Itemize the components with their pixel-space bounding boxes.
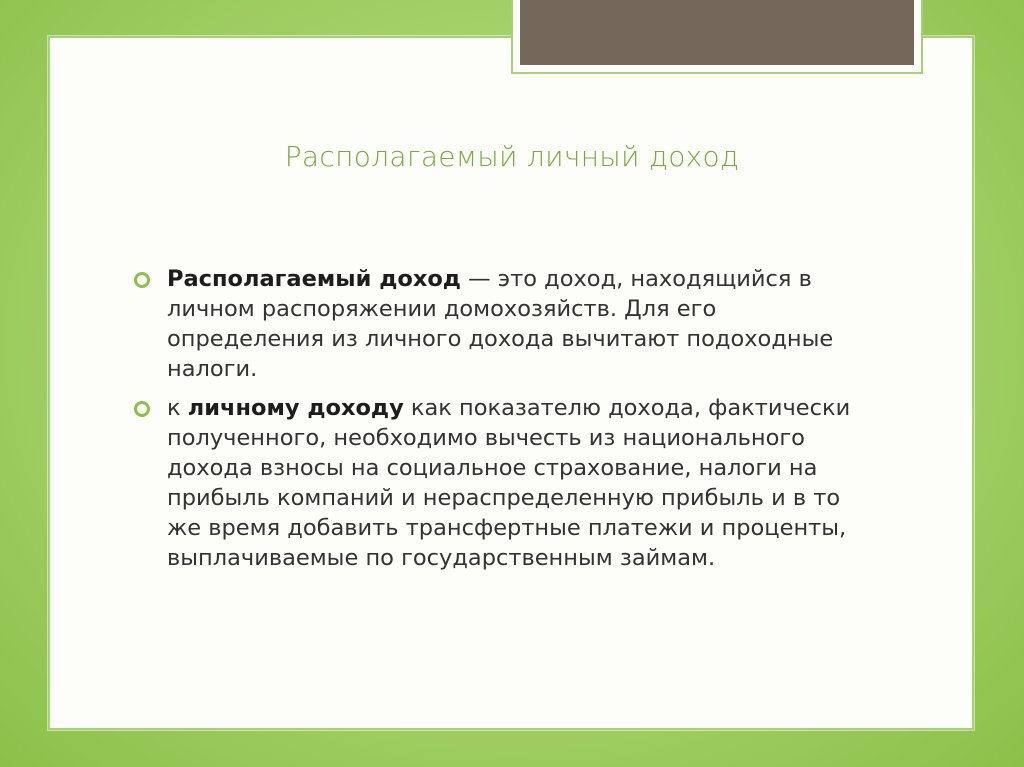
bullet-text-pre: к (167, 395, 188, 421)
bullet-text-bold: Располагаемый доход (167, 266, 461, 292)
bullet-text-post: как показателю дохода, фактически полученного, необходимо вычесть из национального дохода взносы на социальное страхование, налоги на прибыль компаний и нераспределенную прибыль и в то же время добавить трансфертные платежи и проценты, выплачиваемые по государственным займам. (167, 395, 851, 571)
header-decoration-fill (520, 0, 914, 65)
bullet-item (134, 264, 874, 384)
ring-bullet-icon (134, 401, 150, 417)
bullet-text-post: — это доход, находящийся в личном распоряжении домохозяйств. Для его определения из личного дохода вычитают подоходные налоги. (167, 266, 834, 382)
header-decoration (511, 0, 923, 74)
ring-bullet-icon (134, 272, 150, 288)
slide-content (134, 264, 874, 582)
bullet-item (134, 393, 874, 573)
bullet-text-bold: личному доходу (187, 395, 404, 421)
slide-title: Располагаемый личный доход (284, 140, 740, 173)
